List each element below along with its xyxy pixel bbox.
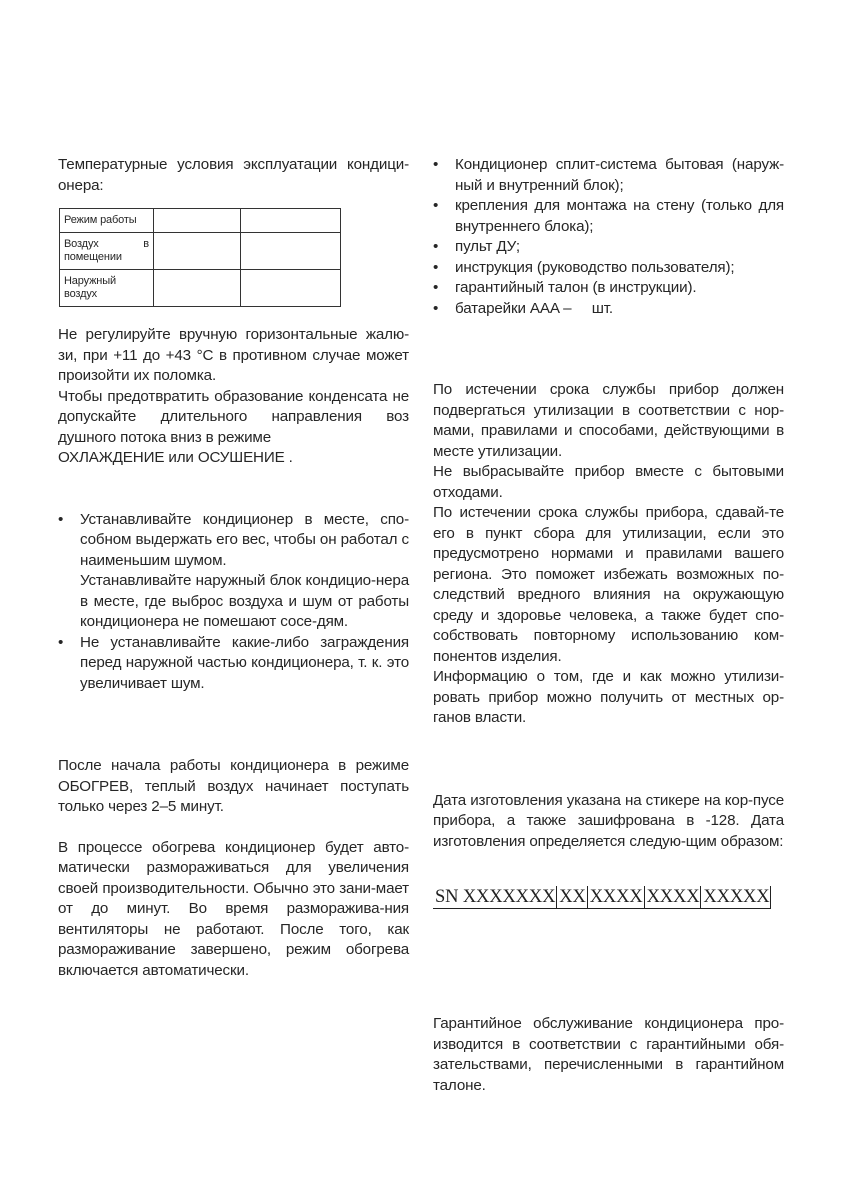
serial-number-format <box>433 886 784 909</box>
table-row <box>60 209 341 233</box>
condensate-modes: ОХЛАЖДЕНИЕ или ОСУШЕНИЕ . <box>58 449 293 466</box>
serial-segment: XXXXX <box>700 886 771 909</box>
installation-list <box>58 510 409 572</box>
table-cell: Режим работы <box>60 209 154 233</box>
table-cell: Воздух в помещении <box>60 233 154 270</box>
table-cell <box>154 270 241 307</box>
package-contents-list <box>433 155 784 319</box>
condensate-warning: Чтобы предотвратить образование конденсата не допускайте длительного направления воз душного потока вниз в режиме <box>58 387 409 446</box>
table-cell <box>241 233 341 270</box>
left-column <box>58 155 409 981</box>
serial-segment: XX <box>556 886 586 909</box>
install-bullet-1: Устанавливайте кондиционер в месте, спо-собном выдержать его вес, чтобы он работал с наименьшим шумом. <box>80 510 409 569</box>
list-item: • пульт ДУ; <box>433 237 784 258</box>
table-cell <box>241 270 341 307</box>
installation-list-2 <box>58 633 409 695</box>
disposal-text-2: Не выбрасывайте прибор вместе с бытовыми отходами. <box>433 463 784 501</box>
table-cell: Наружный воздух <box>60 270 154 307</box>
temperature-conditions-table <box>59 208 341 307</box>
install-bullet-1-continuation: Устанавливайте наружный блок кондицио-нера в месте, где выброс воздуха и шум от работы кондиционера не помешают сосе-дям. <box>80 572 409 630</box>
serial-segment: SN XXXXXXX <box>435 887 556 907</box>
list-item: • гарантийный талон (в инструкции). <box>433 278 784 299</box>
right-column <box>433 155 784 1096</box>
table-cell <box>241 209 341 233</box>
table-row <box>60 233 341 270</box>
louvers-warning: Не регулируйте вручную горизонтальные жалю-зи, при +11 до +43 °С в противном случае может произойти их поломка. <box>58 326 409 384</box>
warranty-note: Гарантийное обслуживание кондиционера про-изводится в соответствии с гарантийными обя-зательствами, перечисленными в гарантийном талоне. <box>433 1015 784 1094</box>
serial-segment: XXXX <box>587 886 644 909</box>
list-item: • крепления для монтажа на стену (только для внутреннего блока); <box>433 196 784 237</box>
disposal-text-3: По истечении срока службы прибора, сдавай-те его в пункт сбора для утилизации, если это предусмотрено нормами и правилами вашего региона. Это поможет избежать возможных по-следствий вредного влияния на окружающую среду и здоровье человека, а также будет спо-собствовать повторному использованию ком-понентов изделия. <box>433 504 784 665</box>
list-item: • инструкция (руководство пользователя); <box>433 258 784 279</box>
list-item <box>58 633 409 695</box>
heating-start-note: После начала работы кондиционера в режиме ОБОГРЕВ, теплый воздух начинает поступать только через 2–5 минут. <box>58 757 409 815</box>
table-row <box>60 270 341 307</box>
disposal-text-4: Информацию о том, где и как можно утилизи-ровать прибор можно получить от местных ор-ганов власти. <box>433 668 784 726</box>
defrost-note: В процессе обогрева кондиционер будет авто-матически размораживаться для увеличения своей производительности. Обычно это зани-мает от до минут. Во время разморажива-ния вентиляторы не работают. После того, как размораживание завершено, режим обогрева включается автоматически. <box>58 838 409 979</box>
manufacture-date-note: Дата изготовления указана на стикере на кор-пусе прибора, а также зашифрована в -128. Дата изготовления определяется следую-щим образом: <box>433 791 784 850</box>
table-cell <box>154 233 241 270</box>
list-item: • батарейки AAA – шт. <box>433 299 784 320</box>
install-bullet-2: Не устанавливайте какие-либо заграждения перед наружной частью кондиционера, т. к. это увеличивает шум. <box>80 633 409 692</box>
list-item: • Кондиционер сплит-система бытовая (наруж-ный и внутренний блок); <box>433 155 784 196</box>
disposal-text-1: По истечении срока службы прибор должен подвергаться утилизации в соответствии с нор-мами, правилами и способами, действующими в месте утилизации. <box>433 381 784 460</box>
table-cell <box>154 209 241 233</box>
list-item <box>58 510 409 572</box>
serial-segment: XXXX <box>644 886 701 909</box>
temperature-conditions-intro: Температурные условия эксплуатации кондици-онера: <box>58 156 409 194</box>
